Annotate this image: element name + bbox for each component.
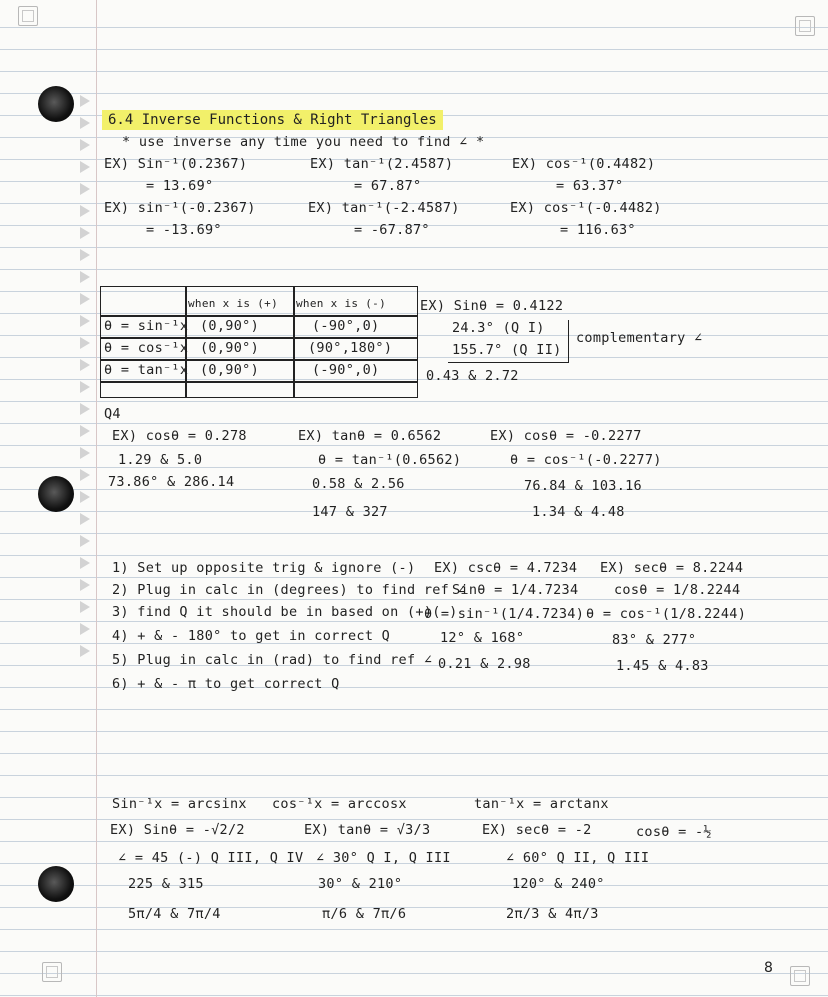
triangle-icon bbox=[80, 557, 90, 569]
triangle-icon bbox=[80, 117, 90, 129]
table-ex-line4: 0.43 & 2.72 bbox=[426, 368, 519, 384]
top-left-page-icon bbox=[18, 6, 38, 26]
step-1: 1) Set up opposite trig & ignore (-) bbox=[112, 560, 416, 576]
table-row-pos: (0,90°) bbox=[200, 340, 259, 356]
bottom-col1-line3: ∠ = 45 (-) Q III, Q IV bbox=[118, 850, 304, 866]
csc-ex-line2: Sinθ = 1/4.7234 bbox=[452, 582, 579, 598]
sec-ex-line1: EX) secθ = 8.2244 bbox=[600, 560, 744, 576]
bottom-col2-line4: 30° & 210° bbox=[318, 876, 403, 892]
top-ex3-line2: = 63.37° bbox=[556, 178, 624, 194]
complementary-bracket bbox=[448, 320, 569, 363]
triangle-icon bbox=[80, 205, 90, 217]
q4-ex2-line3: 0.58 & 2.56 bbox=[312, 476, 405, 492]
subtitle: * use inverse any time you need to find ∠ * bbox=[122, 134, 485, 150]
triangle-icon bbox=[80, 535, 90, 547]
top-ex1-line2: = 13.69° bbox=[146, 178, 214, 194]
bottom-extra: cosθ = -½ bbox=[636, 824, 712, 840]
q4-ex2-line2: θ = tan⁻¹(0.6562) bbox=[318, 452, 462, 468]
step-4: 4) + & - 180° to get in correct Q bbox=[112, 628, 391, 644]
triangle-icon bbox=[80, 227, 90, 239]
csc-ex-line4: 12° & 168° bbox=[440, 630, 525, 646]
table-ex-line2: 24.3° (Q I) bbox=[452, 320, 545, 336]
q4-ex1-line2: 1.29 & 5.0 bbox=[118, 452, 203, 468]
bottom-right-page-icon bbox=[790, 966, 810, 986]
top-ex2-line2: = 67.87° bbox=[354, 178, 422, 194]
step-2: 2) Plug in calc in (degrees) to find ref ∠ bbox=[112, 582, 466, 598]
bottom-col3-line1: tan⁻¹x = arctanx bbox=[474, 796, 609, 812]
q4-ex3-line2: θ = cos⁻¹(-0.2277) bbox=[510, 452, 662, 468]
csc-ex-line3: θ = sin⁻¹(1/4.7234) bbox=[424, 606, 585, 622]
bottom-col2-line3: ∠ 30° Q I, Q III bbox=[316, 850, 451, 866]
bottom-col3-line5: 2π/3 & 4π/3 bbox=[506, 906, 599, 922]
table-header-neg: when x is (-) bbox=[296, 297, 386, 310]
triangle-icon bbox=[80, 293, 90, 305]
triangle-icon bbox=[80, 513, 90, 525]
triangle-icon bbox=[80, 183, 90, 195]
triangle-icon bbox=[80, 601, 90, 613]
q4-ex3-line3: 76.84 & 103.16 bbox=[524, 478, 642, 494]
margin-line bbox=[96, 0, 97, 997]
top-ex1-line3: EX) sin⁻¹(-0.2367) bbox=[104, 200, 256, 216]
triangle-icon bbox=[80, 425, 90, 437]
bottom-col2-line1: cos⁻¹x = arccosx bbox=[272, 796, 407, 812]
top-right-page-icon bbox=[795, 16, 815, 36]
triangle-icon bbox=[80, 315, 90, 327]
csc-ex-line5: 0.21 & 2.98 bbox=[438, 656, 531, 672]
page-number: 8 bbox=[764, 960, 773, 976]
table-ex-line3: 155.7° (Q II) bbox=[452, 342, 562, 358]
bottom-col1-line1: Sin⁻¹x = arcsinx bbox=[112, 796, 247, 812]
step-3: 3) find Q it should be in based on (+)(-) bbox=[112, 604, 458, 620]
top-ex3-line3: EX) cos⁻¹(-0.4482) bbox=[510, 200, 662, 216]
triangle-icon bbox=[80, 491, 90, 503]
bottom-col3-line2: EX) secθ = -2 bbox=[482, 822, 592, 838]
q4-ex3-line1: EX) cosθ = -0.2277 bbox=[490, 428, 642, 444]
q4-label: Q4 bbox=[104, 406, 121, 422]
sec-ex-line4: 83° & 277° bbox=[612, 632, 697, 648]
table-row-label: θ = cos⁻¹x bbox=[104, 340, 189, 356]
bottom-col1-line4: 225 & 315 bbox=[128, 876, 204, 892]
step-5: 5) Plug in calc in (rad) to find ref ∠ bbox=[112, 652, 433, 668]
bottom-col1-line5: 5π/4 & 7π/4 bbox=[128, 906, 221, 922]
triangle-icon bbox=[80, 579, 90, 591]
bottom-col3-line3: ∠ 60° Q II, Q III bbox=[506, 850, 650, 866]
table-divider bbox=[101, 381, 417, 383]
sec-ex-line5: 1.45 & 4.83 bbox=[616, 658, 709, 674]
bottom-left-page-icon bbox=[42, 962, 62, 982]
triangle-icon bbox=[80, 161, 90, 173]
bottom-col3-line4: 120° & 240° bbox=[512, 876, 605, 892]
triangle-icon bbox=[80, 447, 90, 459]
table-header-pos: when x is (+) bbox=[188, 297, 278, 310]
table-row-neg: (-90°,0) bbox=[312, 318, 380, 334]
bottom-col2-line2: EX) tanθ = √3/3 bbox=[304, 822, 431, 838]
q4-ex2-line1: EX) tanθ = 0.6562 bbox=[298, 428, 442, 444]
margin-triangles bbox=[80, 95, 96, 667]
triangle-icon bbox=[80, 381, 90, 393]
table-row-neg: (90°,180°) bbox=[308, 340, 393, 356]
table-row-label: θ = sin⁻¹x bbox=[104, 318, 189, 334]
top-ex2-line1: EX) tan⁻¹(2.4587) bbox=[310, 156, 454, 172]
top-ex3-line4: = 116.63° bbox=[560, 222, 636, 238]
binder-hole-icon bbox=[38, 86, 74, 122]
page-title: 6.4 Inverse Functions & Right Triangles bbox=[102, 110, 443, 130]
table-row-pos: (0,90°) bbox=[200, 362, 259, 378]
step-6: 6) + & - π to get correct Q bbox=[112, 676, 340, 692]
triangle-icon bbox=[80, 403, 90, 415]
top-ex1-line1: EX) Sin⁻¹(0.2367) bbox=[104, 156, 248, 172]
table-ex-line1: EX) Sinθ = 0.4122 bbox=[420, 298, 564, 314]
triangle-icon bbox=[80, 623, 90, 635]
table-row-neg: (-90°,0) bbox=[312, 362, 380, 378]
top-ex2-line3: EX) tan⁻¹(-2.4587) bbox=[308, 200, 460, 216]
complementary-note: complementary ∠ bbox=[576, 330, 703, 346]
bottom-col1-line2: EX) Sinθ = -√2/2 bbox=[110, 822, 245, 838]
q4-ex1-line3: 73.86° & 286.14 bbox=[108, 474, 235, 490]
csc-ex-line1: EX) cscθ = 4.7234 bbox=[434, 560, 578, 576]
binder-hole-icon bbox=[38, 476, 74, 512]
bottom-col2-line5: π/6 & 7π/6 bbox=[322, 906, 407, 922]
q4-ex3-line4: 1.34 & 4.48 bbox=[532, 504, 625, 520]
top-ex3-line1: EX) cos⁻¹(0.4482) bbox=[512, 156, 656, 172]
top-ex1-line4: = -13.69° bbox=[146, 222, 222, 238]
triangle-icon bbox=[80, 645, 90, 657]
triangle-icon bbox=[80, 249, 90, 261]
sec-ex-line2: cosθ = 1/8.2244 bbox=[614, 582, 741, 598]
sec-ex-line3: θ = cos⁻¹(1/8.2244) bbox=[586, 606, 747, 622]
triangle-icon bbox=[80, 359, 90, 371]
table-divider bbox=[101, 337, 417, 339]
triangle-icon bbox=[80, 469, 90, 481]
table-divider bbox=[101, 315, 417, 317]
table-divider bbox=[101, 359, 417, 361]
q4-ex2-line4: 147 & 327 bbox=[312, 504, 388, 520]
table-row-pos: (0,90°) bbox=[200, 318, 259, 334]
triangle-icon bbox=[80, 337, 90, 349]
binder-hole-icon bbox=[38, 866, 74, 902]
top-ex2-line4: = -67.87° bbox=[354, 222, 430, 238]
table-row-label: θ = tan⁻¹x bbox=[104, 362, 189, 378]
q4-ex1-line1: EX) cosθ = 0.278 bbox=[112, 428, 247, 444]
triangle-icon bbox=[80, 95, 90, 107]
triangle-icon bbox=[80, 139, 90, 151]
triangle-icon bbox=[80, 271, 90, 283]
